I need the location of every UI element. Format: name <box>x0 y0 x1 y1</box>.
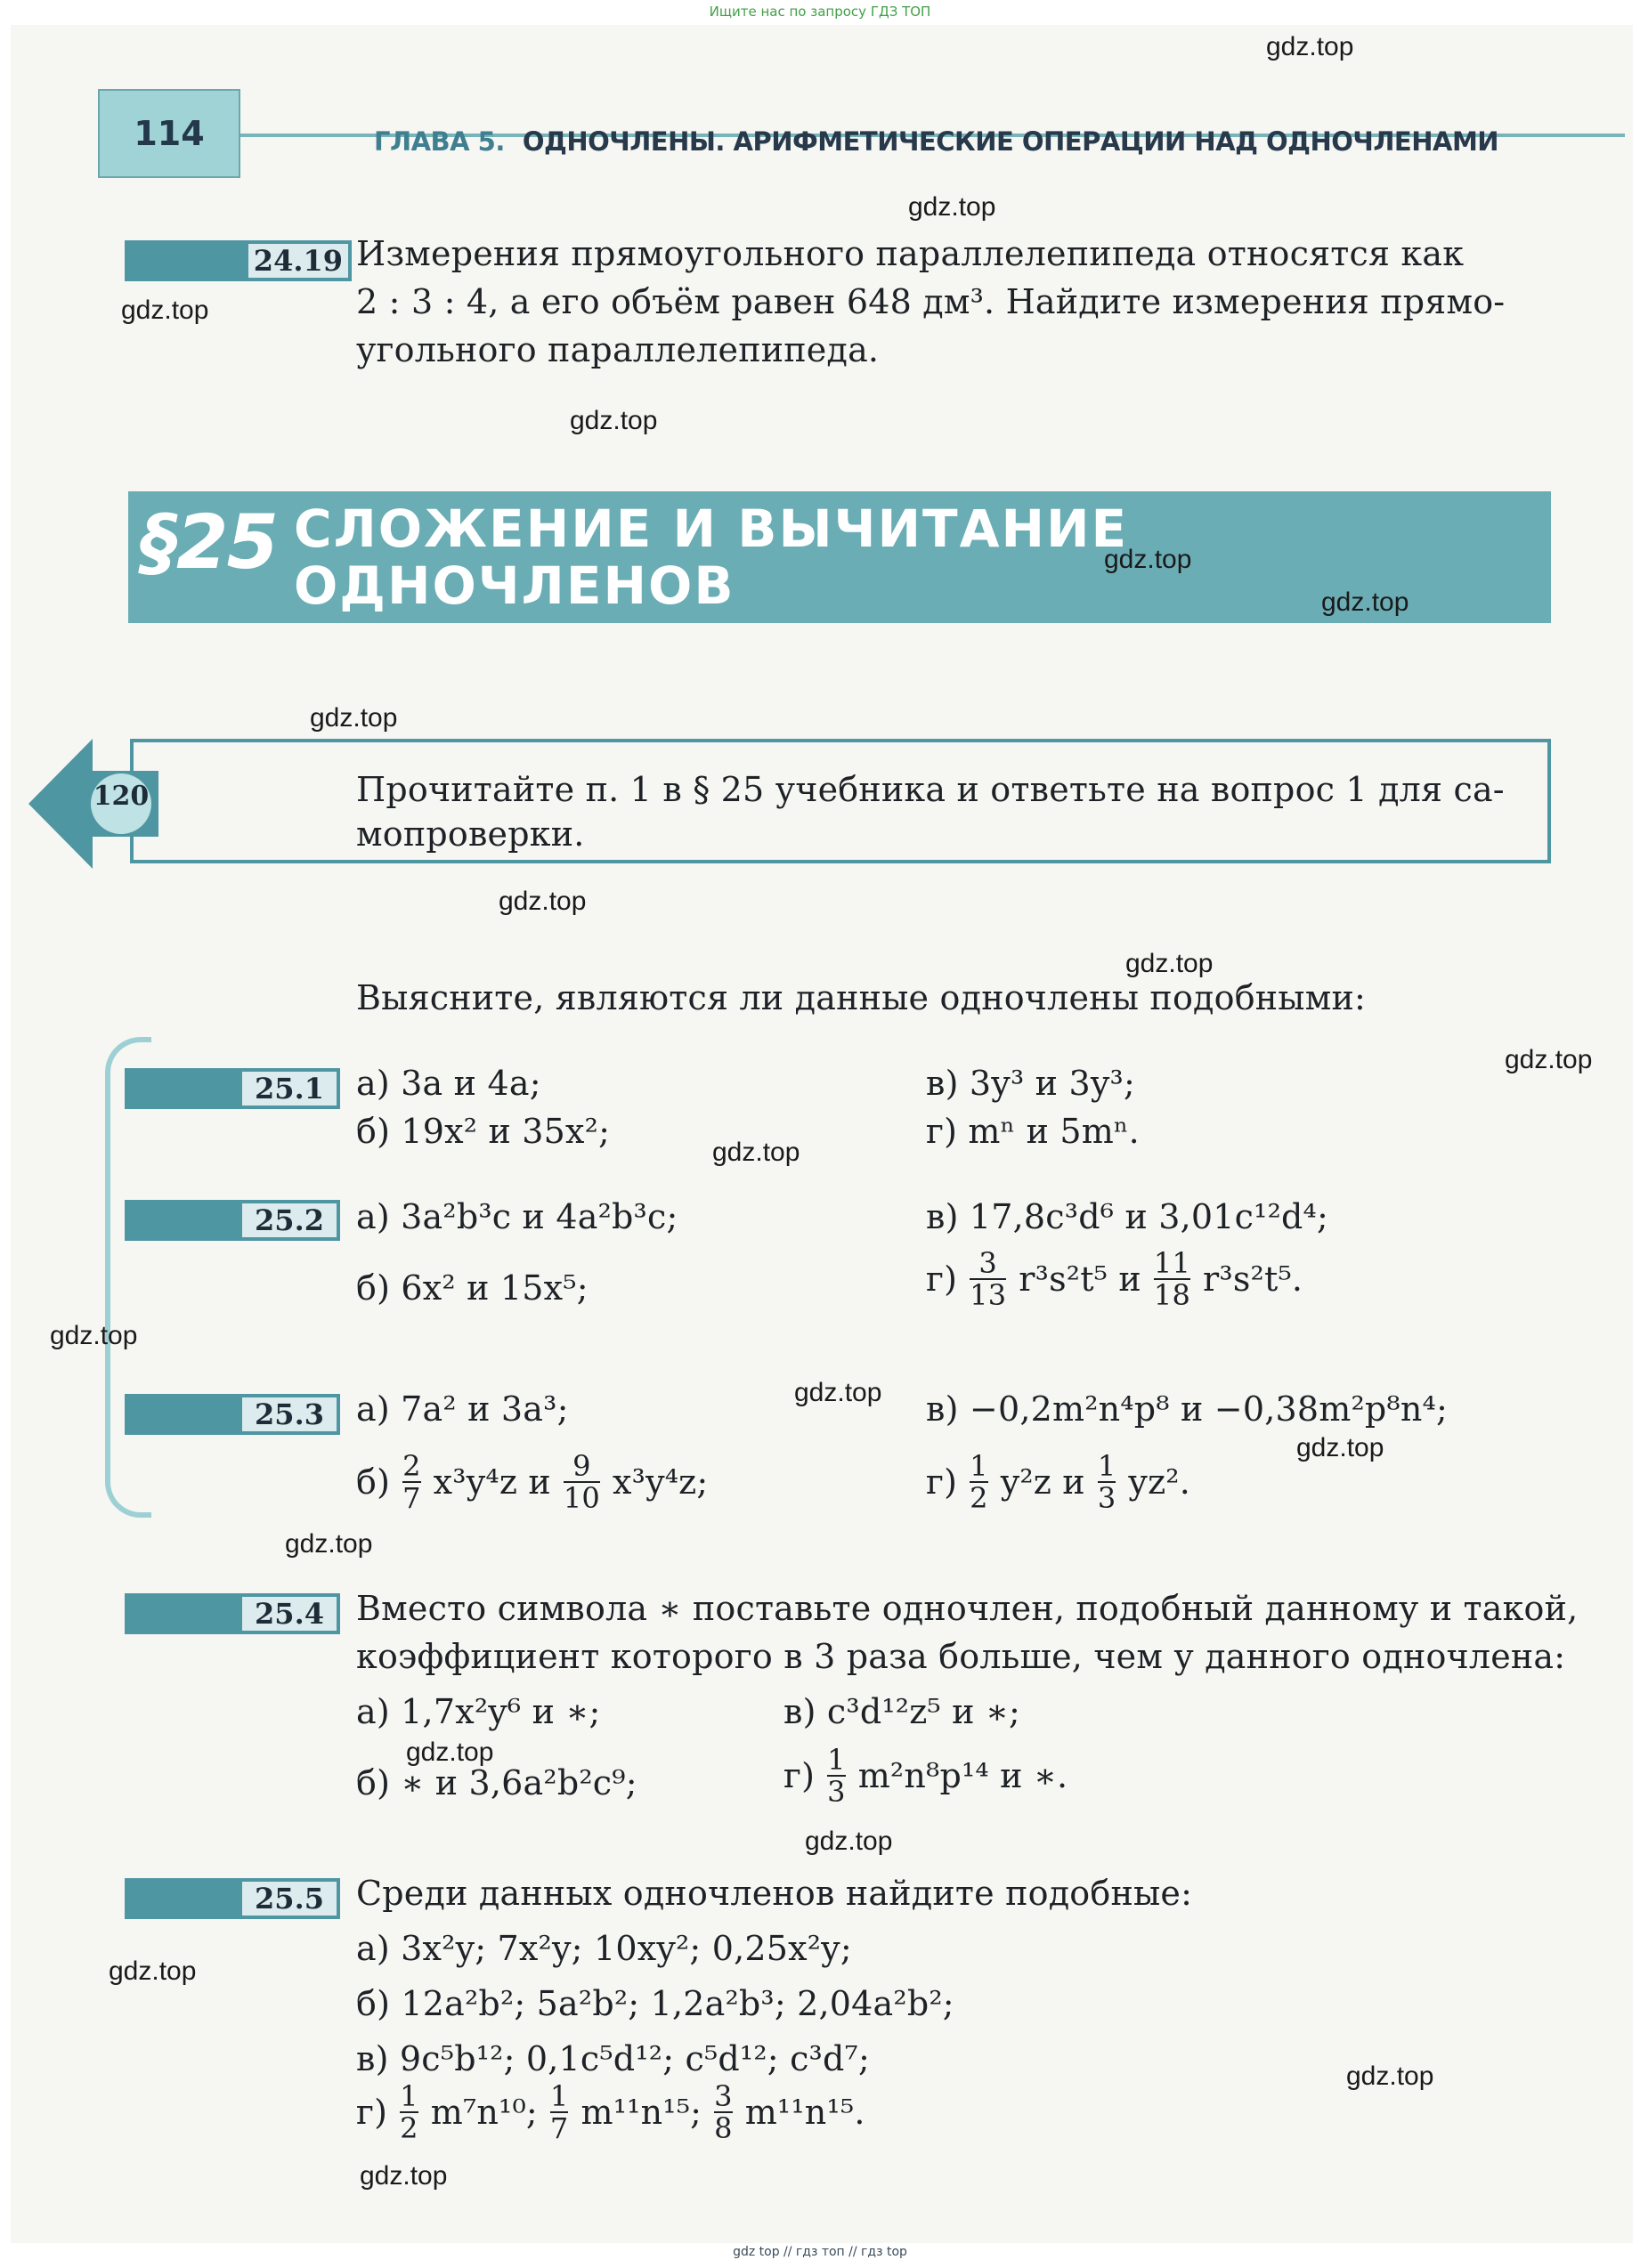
fraction-numerator: 3 <box>978 1246 997 1280</box>
exercise-number-tag <box>125 1394 340 1435</box>
item-v: в) −0,2m²n⁴p⁸ и −0,38m²p⁸n⁴; <box>926 1389 1448 1429</box>
item-v: в) c³d¹²z⁵ и ∗; <box>783 1692 1020 1731</box>
fraction <box>970 1248 1006 1310</box>
fraction-denominator: 7 <box>549 2111 569 2145</box>
fraction-numerator: 1 <box>827 1743 846 1777</box>
fraction-denominator: 3 <box>827 1775 846 1809</box>
fraction-denominator: 2 <box>970 1481 988 1515</box>
top-note: Ищите нас по запросу ГДЗ ТОП <box>709 4 931 20</box>
exercise-number: 25.3 <box>242 1397 337 1431</box>
monomial: y²z и <box>1000 1462 1085 1502</box>
watermark: gdz.top <box>285 1529 373 1559</box>
exercise-number-tag <box>125 1068 340 1109</box>
exercise-text: Среди данных одночленов найдите подобные: <box>356 1874 1193 1913</box>
fraction-denominator: 3 <box>1097 1481 1116 1515</box>
item-label: б) <box>356 1462 391 1502</box>
fraction <box>970 1451 988 1513</box>
fraction-numerator: 3 <box>714 2079 733 2113</box>
exercise-number-tag <box>125 1878 340 1919</box>
fraction-denominator: 2 <box>400 2111 418 2145</box>
monomial: x³y⁴z; <box>613 1462 709 1502</box>
fraction <box>402 1451 421 1513</box>
watermark: gdz.top <box>406 1737 494 1767</box>
monomial: r³s²t⁵. <box>1203 1260 1303 1299</box>
fraction <box>550 2081 569 2143</box>
item-v: в) 9c⁵b¹²; 0,1c⁵d¹²; c⁵d¹²; c³d⁷; <box>356 2039 870 2078</box>
fraction-denominator: 10 <box>563 1481 600 1515</box>
fraction-denominator: 18 <box>1153 1278 1191 1312</box>
fraction-numerator: 1 <box>1097 1449 1116 1483</box>
monomial: yz². <box>1128 1462 1191 1502</box>
item-a: а) 3a²b³c и 4a²b³c; <box>356 1197 678 1236</box>
fraction <box>564 1451 600 1513</box>
section-title-line: СЛОЖЕНИЕ И ВЫЧИТАНИЕ <box>294 498 1129 559</box>
chapter-title: ОДНОЧЛЕНЫ. АРИФМЕТИЧЕСКИЕ ОПЕРАЦИИ НАД ОДНОЧЛЕНАМИ <box>522 126 1499 157</box>
item-b: б) 19x² и 35x²; <box>356 1112 611 1151</box>
watermark: gdz.top <box>360 2161 448 2191</box>
question-text: мопроверки. <box>356 814 585 854</box>
item-label: г) <box>926 1462 958 1502</box>
exercise-number-tag <box>125 1200 340 1241</box>
chapter-label: ГЛАВА 5. <box>374 126 505 157</box>
watermark: gdz.top <box>50 1321 138 1350</box>
exercise-number-tag <box>125 240 352 281</box>
item-b: б) ∗ и 3,6a²b²c⁹; <box>356 1763 637 1802</box>
page-number: 114 <box>98 89 240 178</box>
item-a: а) 7a² и 3a³; <box>356 1389 569 1429</box>
exercise-number: 24.19 <box>248 244 348 278</box>
watermark: gdz.top <box>908 192 996 222</box>
item-g <box>356 2081 865 2143</box>
monomial: m¹¹n¹⁵; <box>580 2093 702 2132</box>
exercise-number: 25.1 <box>242 1072 337 1106</box>
exercise-number-tag <box>125 1593 340 1634</box>
exercise-text: Измерения прямоугольного параллелепипеда относятся как <box>356 234 1465 273</box>
watermark: gdz.top <box>794 1378 882 1407</box>
fraction-numerator: 1 <box>970 1449 988 1483</box>
item-label: г) <box>926 1260 958 1299</box>
fraction-numerator: 9 <box>572 1449 591 1483</box>
watermark: gdz.top <box>570 406 658 435</box>
fraction-numerator: 1 <box>400 2079 418 2113</box>
item-b: б) 12a²b²; 5a²b²; 1,2a²b³; 2,04a²b²; <box>356 1984 954 2023</box>
watermark: gdz.top <box>712 1138 800 1167</box>
item-v: в) 3y³ и 3y³; <box>926 1064 1135 1103</box>
item-label: г) <box>356 2093 388 2132</box>
fraction-denominator: 8 <box>714 2111 733 2145</box>
fraction-numerator: 11 <box>1153 1246 1191 1280</box>
exercise-number: 25.4 <box>242 1597 337 1631</box>
question-text: Прочитайте п. 1 в § 25 учебника и ответьте на вопрос 1 для са- <box>356 770 1505 809</box>
monomial: m¹¹n¹⁵. <box>744 2093 865 2132</box>
fraction <box>1098 1451 1116 1513</box>
item-a: а) 1,7x²y⁶ и ∗; <box>356 1692 601 1731</box>
watermark: gdz.top <box>1104 545 1192 574</box>
item-a: а) 3x²y; 7x²y; 10xy²; 0,25x²y; <box>356 1929 852 1968</box>
item-g <box>783 1745 1068 1807</box>
exercise-text: Вместо символа ∗ поставьте одночлен, подобный данному и такой, <box>356 1589 1579 1628</box>
item-v: в) 17,8c³d⁶ и 3,01c¹²d⁴; <box>926 1197 1328 1236</box>
watermark: gdz.top <box>109 1956 197 1986</box>
fraction <box>827 1745 846 1807</box>
monomial: m⁷n¹⁰; <box>430 2093 538 2132</box>
instruction-text: Выясните, являются ли данные одночлены подобными: <box>356 978 1367 1017</box>
item-g <box>926 1451 1190 1513</box>
watermark: gdz.top <box>1321 587 1409 617</box>
fraction-numerator: 1 <box>549 2079 569 2113</box>
item-b <box>356 1451 708 1513</box>
item-a: а) 3a и 4a; <box>356 1064 541 1103</box>
exercise-number: 25.5 <box>242 1882 337 1916</box>
fraction-denominator: 7 <box>402 1481 421 1515</box>
item-g: г) mⁿ и 5mⁿ. <box>926 1112 1140 1151</box>
item-b: б) 6x² и 15x⁵; <box>356 1268 589 1308</box>
question-number: 120 <box>93 781 150 812</box>
exercise-text: коэффициент которого в 3 раза больше, чем у данного одночлена: <box>356 1637 1566 1676</box>
fraction <box>400 2081 418 2143</box>
watermark: gdz.top <box>1505 1045 1593 1074</box>
monomial: m²n⁸p¹⁴ и ∗. <box>857 1756 1068 1795</box>
fraction-denominator: 13 <box>970 1278 1007 1312</box>
watermark: gdz.top <box>310 703 398 733</box>
item-label: г) <box>783 1756 816 1795</box>
watermark: gdz.top <box>121 296 209 325</box>
group-bracket <box>105 1037 151 1518</box>
exercise-text: 2 : 3 : 4, а его объём равен 648 дм³. Найдите измерения прямо- <box>356 282 1506 321</box>
exercise-text: угольного параллелепипеда. <box>356 330 880 369</box>
monomial: r³s²t⁵ и <box>1019 1260 1141 1299</box>
bottom-note: gdz top // гдз топ // гдз top <box>733 2245 907 2259</box>
watermark: gdz.top <box>805 1827 893 1856</box>
section-title <box>294 500 1451 614</box>
fraction-numerator: 2 <box>402 1449 421 1483</box>
watermark: gdz.top <box>1125 949 1214 978</box>
monomial: x³y⁴z и <box>433 1462 551 1502</box>
watermark: gdz.top <box>499 887 587 916</box>
watermark: gdz.top <box>1266 32 1354 61</box>
exercise-number: 25.2 <box>242 1203 337 1237</box>
watermark: gdz.top <box>1346 2061 1434 2091</box>
section-number: §25 <box>141 498 277 586</box>
fraction <box>714 2081 733 2143</box>
fraction <box>1154 1248 1190 1310</box>
chapter-heading <box>374 126 1498 157</box>
watermark: gdz.top <box>1296 1433 1384 1462</box>
item-g <box>926 1248 1303 1310</box>
section-title-line: ОДНОЧЛЕНОВ <box>294 555 735 616</box>
